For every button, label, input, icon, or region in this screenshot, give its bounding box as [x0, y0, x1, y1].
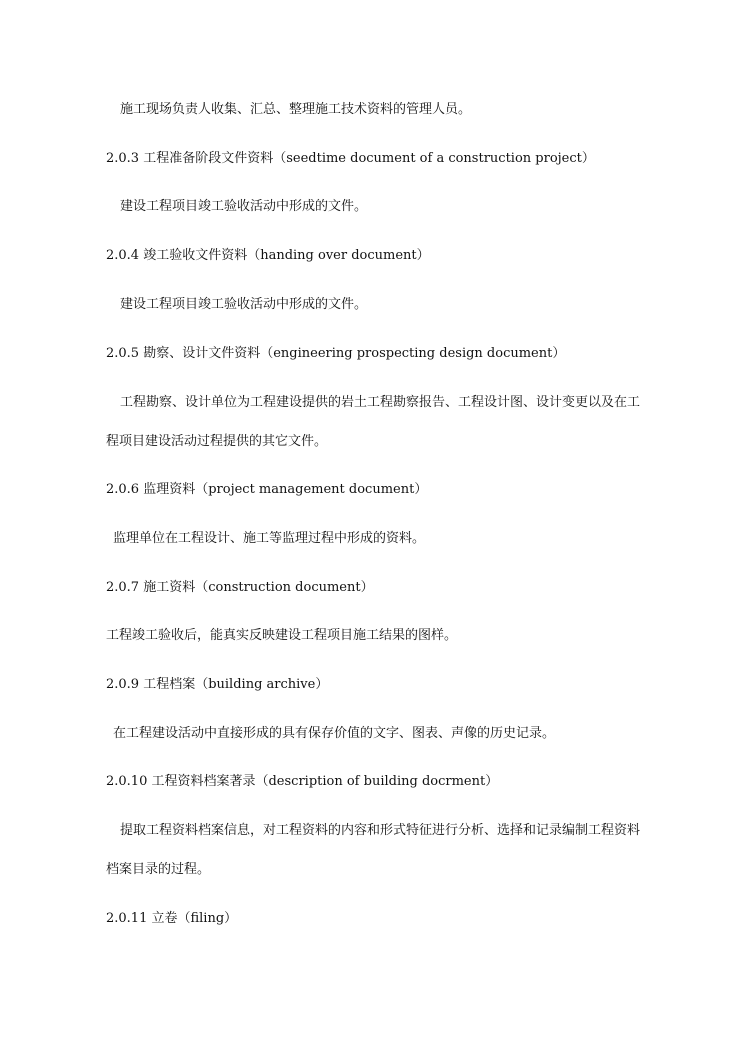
heading-2-0-5: 2.0.5 勘察、设计文件资料（engineering prospecting design document）: [106, 346, 566, 361]
heading-2-0-6: 2.0.6 监理资料（project management document）: [106, 482, 428, 497]
paragraph-2-0-4: 建设工程项目竣工验收活动中形成的文件。: [120, 297, 368, 312]
heading-2-0-9: 2.0.9 工程档案（building archive）: [106, 677, 329, 692]
paragraph-2-0-5-line1: 工程勘察、设计单位为工程建设提供的岩土工程勘察报告、工程设计图、设计变更以及在工: [120, 395, 641, 410]
paragraph-site-manager: 施工现场负责人收集、汇总、整理施工技术资料的管理人员。: [120, 102, 472, 117]
heading-2-0-11: 2.0.11 立卷（filing）: [106, 911, 238, 926]
paragraph-2-0-6: 监理单位在工程设计、施工等监理过程中形成的资料。: [113, 531, 426, 546]
heading-2-0-4: 2.0.4 竣工验收文件资料（handing over document）: [106, 248, 430, 263]
paragraph-2-0-10-line1: 提取工程资料档案信息，对工程资料的内容和形式特征进行分析、选择和记录编制工程资料: [120, 823, 641, 838]
paragraph-2-0-7: 工程竣工验收后，能真实反映建设工程项目施工结果的图样。: [106, 628, 458, 643]
paragraph-2-0-5-line2: 程项目建设活动过程提供的其它文件。: [106, 434, 328, 449]
heading-2-0-10: 2.0.10 工程资料档案著录（description of building docrment）: [106, 774, 499, 789]
heading-2-0-3: 2.0.3 工程准备阶段文件资料（seedtime document of a construction project）: [106, 151, 595, 166]
paragraph-2-0-10-line2: 档案目录的过程。: [106, 862, 211, 877]
paragraph-2-0-3: 建设工程项目竣工验收活动中形成的文件。: [120, 199, 368, 214]
heading-2-0-7: 2.0.7 施工资料（construction document）: [106, 580, 374, 595]
paragraph-2-0-9: 在工程建设活动中直接形成的具有保存价值的文字、图表、声像的历史记录。: [113, 726, 556, 741]
